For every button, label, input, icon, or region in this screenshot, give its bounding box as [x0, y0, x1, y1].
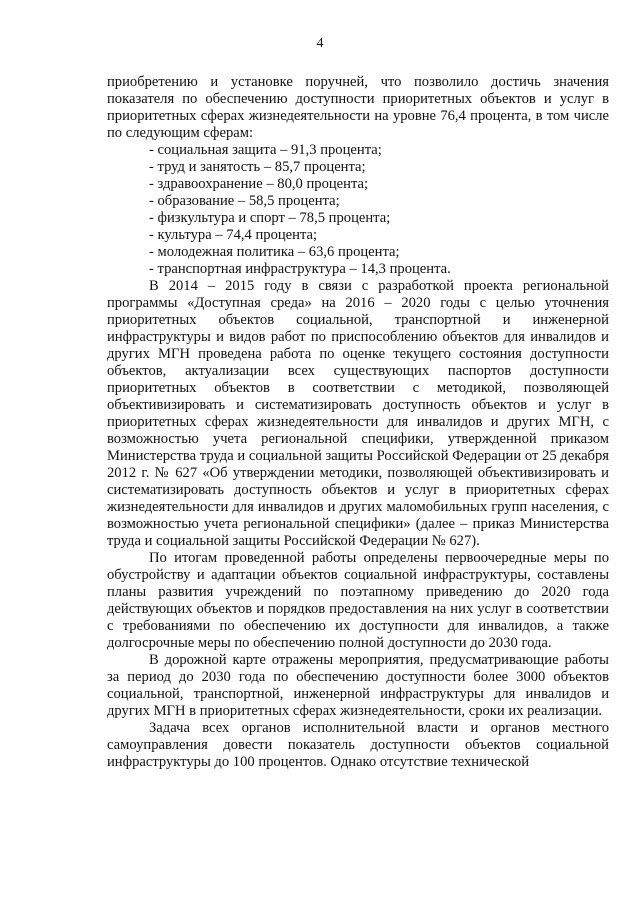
list-item: - молодежная политика – 63,6 процента; — [149, 244, 400, 260]
sphere-list — [107, 142, 609, 278]
page-number: 4 — [316, 36, 324, 51]
list-item: - труд и занятость – 85,7 процента; — [149, 159, 366, 175]
list-item: - транспортная инфраструктура – 14,3 процента. — [149, 261, 451, 277]
paragraph-2014-2015: В 2014 – 2015 году в связи с разработкой проекта региональной программы «Доступная среда» на 2016 – 2020 годы с целью уточнения приоритетных объектов социальной, транспортной и инженерной инфраструктуры и видов работ по приспособлению объектов для инвалидов и других МГН проведена работа по оценке текущего состояния доступности объектов, актуализации всех существующих паспортов доступности приоритетных объектов в соответствии с методикой, позволяющей объективизировать и систематизировать доступность объектов и услуг в приоритетных сферах жизнедеятельности для инвалидов и других МГН, с возможностью учета региональной специфики, утвержденной приказом Министерства труда и социальной защиты Российской Федерации от 25 декабря 2012 г. № 627 «Об утверждении методики, позволяющей объективизировать и систематизировать доступность объектов и услуг в приоритетных сферах жизнедеятельности для инвалидов и других маломобильных групп населения, с возможностью учета региональной специфики» (далее – приказ Министерства труда и социальной защиты Российской Федерации № 627). — [107, 278, 609, 549]
intro-paragraph: приобретению и установке поручней, что позволило достичь значения показателя по обеспечению доступности приоритетных объектов и услуг в приоритетных сферах жизнедеятельности на уровне 76,4 процента, в том числе по следующим сферам: — [107, 74, 609, 141]
list-item: - культура – 74,4 процента; — [149, 227, 318, 243]
document-body — [107, 74, 609, 771]
paragraph-results: По итогам проведенной работы определены первоочередные меры по обустройству и адаптации объектов социальной инфраструктуры, составлены планы развития учреждений по поэтапному приведению до 2020 года действующих объектов и порядков предоставления на них услуг в соответствии с требованиями по обеспечению их доступности для инвалидов, а также долгосрочные меры по обеспечению полной доступности до 2030 года. — [107, 550, 609, 651]
paragraph-roadmap: В дорожной карте отражены мероприятия, предусматривающие работы за период до 2030 года по обеспечению доступности более 3000 объектов социальной, транспортной, инженерной инфраструктуры для инвалидов и других МГН в приоритетных сферах жизнедеятельности, сроки их реализации. — [107, 652, 609, 719]
list-item: - образование – 58,5 процента; — [149, 193, 340, 209]
list-item: - социальная защита – 91,3 процента; — [149, 142, 382, 158]
paragraph-task: Задача всех органов исполнительной власти и органов местного самоуправления довести показатель доступности объектов социальной инфраструктуры до 100 процентов. Однако отсутствие технической — [107, 720, 609, 770]
list-item: - здравоохранение – 80,0 процента; — [149, 176, 369, 192]
list-item: - физкультура и спорт – 78,5 процента; — [149, 210, 391, 226]
